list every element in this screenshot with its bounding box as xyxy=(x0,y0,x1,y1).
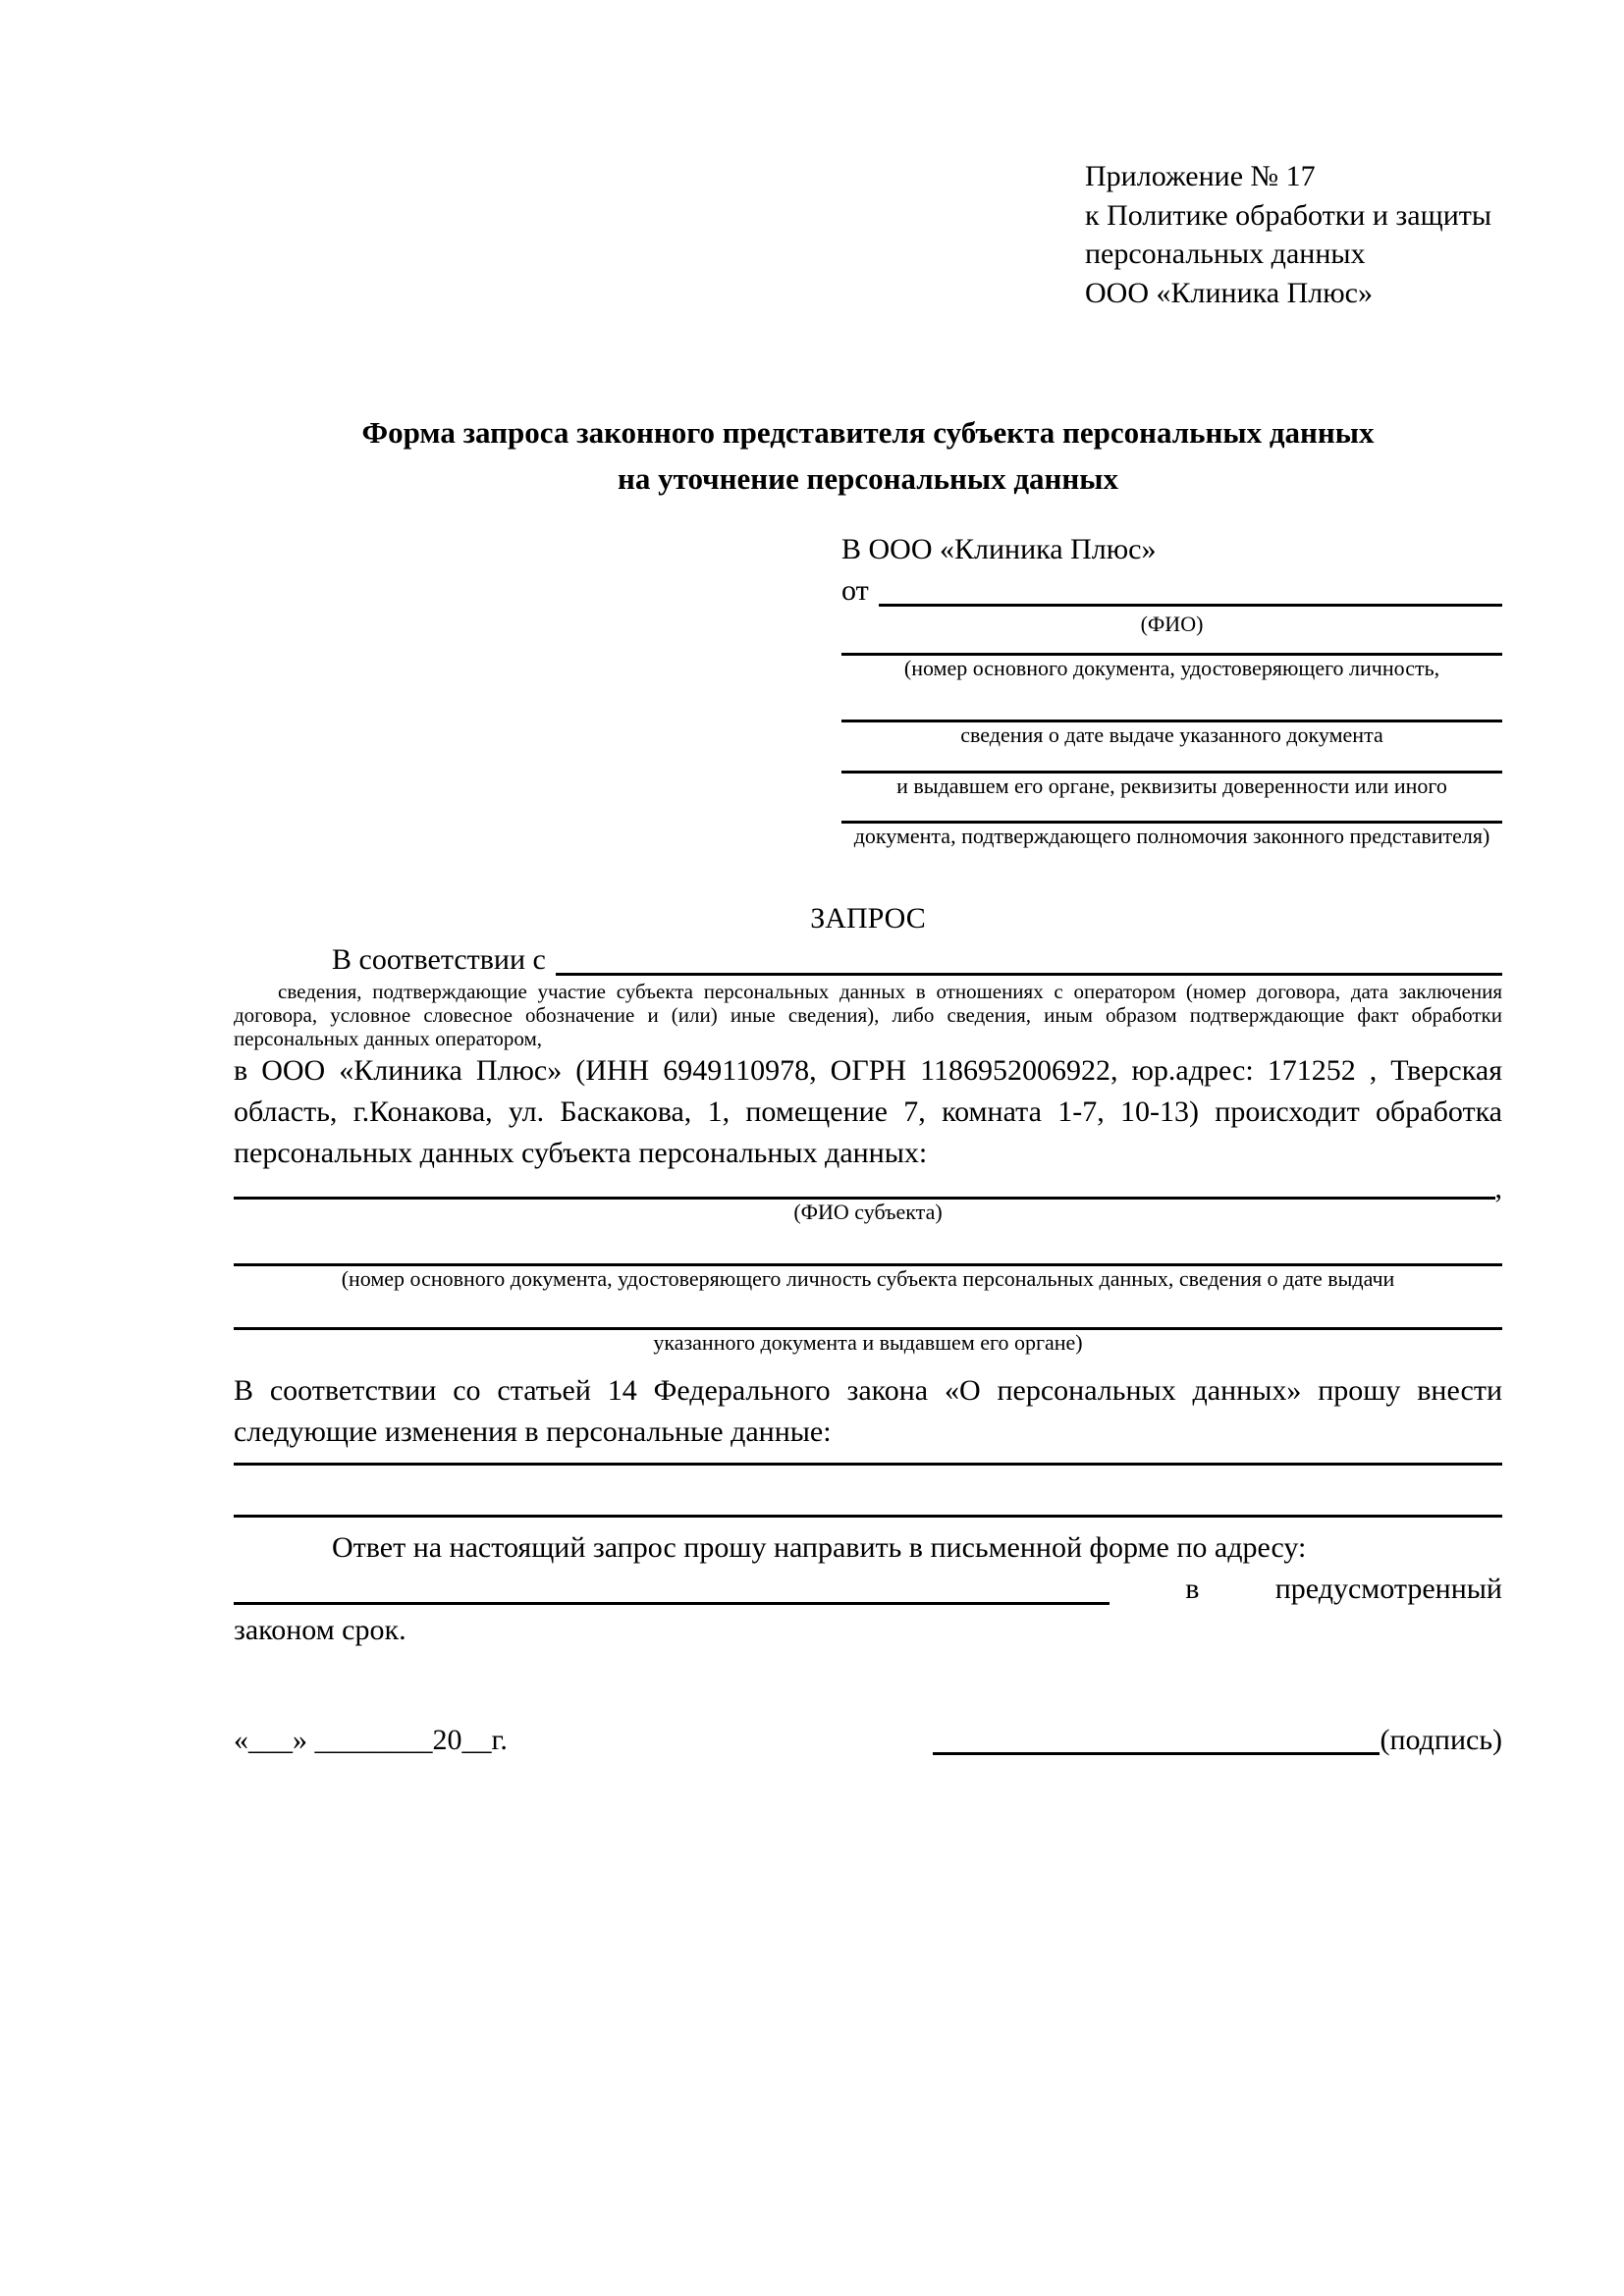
changes-blank-line-1 xyxy=(234,1463,1502,1466)
addressee-block xyxy=(841,529,1502,849)
date-signature-row xyxy=(234,1720,1502,1761)
signature-area xyxy=(933,1720,1502,1761)
amendment-paragraph: В соответствии со статьей 14 Федерального закона «О персональных данных» прошу внести следующие изменения в персональные данные: xyxy=(234,1373,1502,1448)
reply-address-row xyxy=(234,1569,1502,1610)
reply-sentence: Ответ на настоящий запрос прошу направить в письменной форме по адресу: xyxy=(332,1530,1307,1564)
appendix-line: Приложение № 17 xyxy=(1085,160,1316,192)
fio-caption: (ФИО) xyxy=(1140,612,1204,637)
signature-blank-line xyxy=(933,1720,1380,1755)
subject-fio-blank-line xyxy=(234,1176,1495,1200)
accordance-label: В соответствии с xyxy=(332,943,546,977)
reply-word-v: в xyxy=(1185,1572,1200,1605)
document-title-line: на уточнение персональных данных xyxy=(618,460,1118,496)
addressee-from-label: от xyxy=(841,574,869,608)
addressee-from-row xyxy=(841,570,1502,612)
reply-row-spacer xyxy=(1110,1569,1185,1610)
fio-blank-line xyxy=(879,570,1502,607)
accordance-blank-line xyxy=(556,939,1502,976)
authority-document-caption: документа, подтверждающего полномочия законного представителя) xyxy=(853,823,1490,848)
subject-fio-row xyxy=(234,1172,1502,1205)
appendix-line: ООО «Клиника Плюс» xyxy=(1085,276,1373,309)
operator-paragraph: в ООО «Клиника Плюс» (ИНН 6949110978, ОГРН 1186952006922, юр.адрес: 171252 , Тверская область, г.Конакова, ул. Баскакова, 1, помещение 7, комната 1-7, 10-13) происходит обработка персональных данных субъекта персональных данных: xyxy=(234,1054,1502,1170)
date-blank: «___» ________20__г. xyxy=(234,1723,508,1756)
appendix-block xyxy=(1085,157,1502,312)
document-title xyxy=(234,410,1502,502)
addressee-to: В ООО «Клиника Плюс» xyxy=(841,533,1157,566)
document-number-caption: (номер основного документа, удостоверяющего личность, xyxy=(903,655,1440,680)
reply-address-blank-line xyxy=(234,1569,1110,1605)
subject-fio-caption: (ФИО субъекта) xyxy=(793,1200,943,1225)
document-title-line: Форма запроса законного представителя субъекта персональных данных xyxy=(361,415,1375,451)
accordance-row xyxy=(234,939,1502,981)
request-heading: ЗАПРОС xyxy=(810,902,926,935)
reply-row-spacer xyxy=(1199,1569,1274,1610)
reply-word-prescribed: предусмотренный xyxy=(1274,1572,1502,1605)
issuing-authority-caption: и выдавшем его органе, реквизиты доверенности или иного xyxy=(896,773,1447,798)
reply-closing: законом срок. xyxy=(234,1613,406,1646)
appendix-line: персональных данных xyxy=(1085,238,1366,271)
subject-document-caption-bottom: указанного документа и выдавшем его органе) xyxy=(653,1330,1083,1356)
appendix-line: к Политике обработки и защиты xyxy=(1085,198,1492,232)
issue-date-caption: сведения о дате выдаче указанного документа xyxy=(960,722,1383,748)
changes-blank-line-2 xyxy=(234,1515,1502,1518)
subject-document-caption-top: (номер основного документа, удостоверяющего личность субъекта персональных данных, сведения о дате выдачи xyxy=(341,1265,1395,1291)
fine-print-note: сведения, подтверждающие участие субъекта персональных данных в отношениях с оператором (номер договора, дата заключения договора, условное словесное обозначение и (или) иные сведения), либо сведения, иным образом подтверждающие факт обработки персональных данных оператором, xyxy=(234,980,1502,1050)
subject-fio-comma: , xyxy=(1494,1172,1502,1205)
signature-caption: (подпись) xyxy=(1380,1723,1502,1756)
